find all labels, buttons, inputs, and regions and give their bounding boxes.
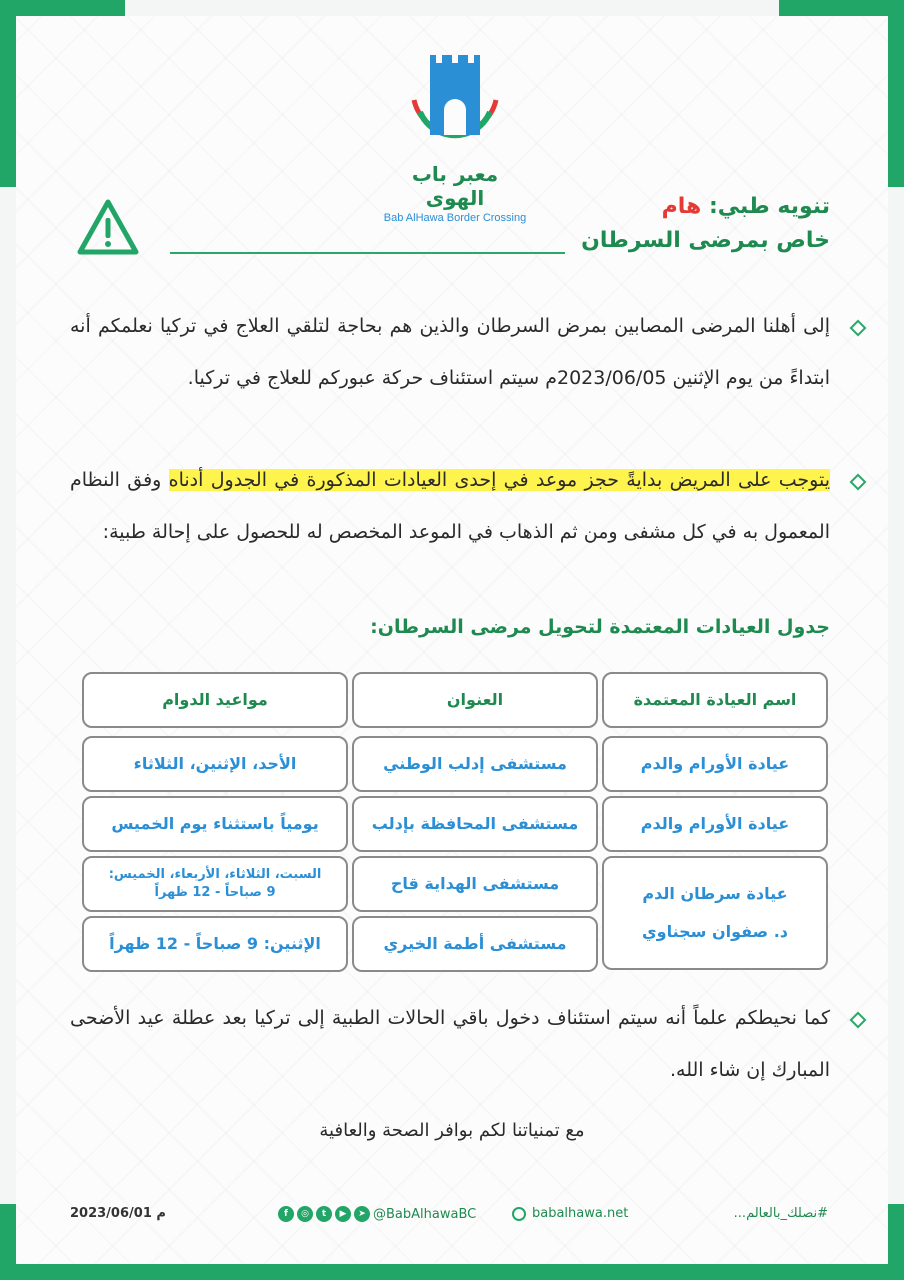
footer-date: 2023/06/01 م [70, 1206, 166, 1221]
facebook-icon[interactable]: f [278, 1206, 294, 1222]
twitter-icon[interactable]: t [316, 1206, 332, 1222]
table-header-hours: مواعيد الدوام [82, 672, 348, 728]
corner-accent [888, 0, 904, 187]
table-cell-hours: يومياً باستثناء يوم الخميس [82, 796, 348, 852]
table-cell-clinic: عيادة الأورام والدم [602, 796, 828, 852]
footer-social[interactable] [278, 1206, 476, 1222]
highlighted-text: يتوجب على المريض بدايةً حجز موعد في إحدى العيادات المذكورة في الجدول أدناه [168, 469, 830, 491]
table-cell-hours [82, 856, 348, 912]
corner-accent [779, 0, 904, 16]
globe-icon [512, 1207, 526, 1221]
table-cell-address: مستشفى إدلب الوطني [352, 736, 598, 792]
hours-line-1: السبت، الثلاثاء، الأربعاء، الخميس: [108, 867, 322, 882]
corner-accent [0, 0, 16, 187]
table-cell-clinic: عيادة الأورام والدم [602, 736, 828, 792]
title-highlight: هام [661, 194, 702, 219]
logo [380, 50, 530, 224]
table-cell-address: مستشفى الهداية قاح [352, 856, 598, 912]
youtube-icon[interactable]: ▶ [335, 1206, 351, 1222]
table-cell-address: مستشفى أطمة الخيري [352, 916, 598, 972]
table-cell-clinic-merged [602, 856, 828, 970]
paragraph-1: إلى أهلنا المرضى المصابين بمرض السرطان والذين هم بحاجة لتلقي العلاج في تركيا نعلمكم أنه ابتداءً من يوم الإثنين 2023/06/05م سيتم استئناف حركة عبوركم للعلاج في تركيا. [70, 315, 830, 389]
table-title: جدول العيادات المعتمدة لتحويل مرضى السرطان: [370, 616, 830, 638]
paragraph-2 [70, 454, 830, 558]
page-subtitle: خاص بمرضى السرطان [581, 228, 830, 253]
table-cell-address: مستشفى المحافظة بإدلب [352, 796, 598, 852]
table-header-address: العنوان [352, 672, 598, 728]
logo-english-text: Bab AlHawa Border Crossing [383, 212, 527, 224]
telegram-icon[interactable]: ➤ [354, 1206, 370, 1222]
bottom-bar [0, 1264, 904, 1280]
header-divider [170, 252, 565, 254]
page-title [662, 194, 830, 219]
clinic-name: عيادة سرطان الدم [642, 884, 788, 903]
closing-text: مع تمنياتنا لكم بوافر الصحة والعافية [319, 1120, 585, 1141]
title-prefix: تنويه طبي: [708, 194, 830, 219]
corner-accent [0, 0, 125, 16]
table-cell-hours: الأحد، الإثنين، الثلاثاء [82, 736, 348, 792]
hours-line-2: 9 صباحاً - 12 ظهراً [154, 885, 276, 900]
footer-website[interactable] [512, 1206, 628, 1221]
gate-logo-icon [400, 50, 510, 160]
footer-hashtag: #نصلك_بالعالم... [733, 1206, 828, 1221]
clinic-doctor: د. صفوان سجناوي [642, 922, 788, 941]
instagram-icon[interactable]: ◎ [297, 1206, 313, 1222]
table-header-clinic: اسم العيادة المعتمدة [602, 672, 828, 728]
website-link[interactable]: babalhawa.net [532, 1206, 629, 1221]
logo-arabic-text: معبر باب الهوى [411, 162, 499, 210]
social-handle[interactable]: @BabAlhawaBC [373, 1206, 477, 1222]
paragraph-2-rest: وفق النظام المعمول به في كل مشفى ومن ثم الذهاب في الموعد المخصص له للحصول على إحالة طبية: [70, 469, 830, 543]
paragraph-3: كما نحيطكم علماً أنه سيتم استئناف دخول باقي الحالات الطبية إلى تركيا بعد عطلة عيد الأضحى المبارك إن شاء الله. [70, 1007, 830, 1081]
warning-icon [76, 198, 140, 258]
table-cell-hours: الإثنين: 9 صباحاً - 12 ظهراً [82, 916, 348, 972]
